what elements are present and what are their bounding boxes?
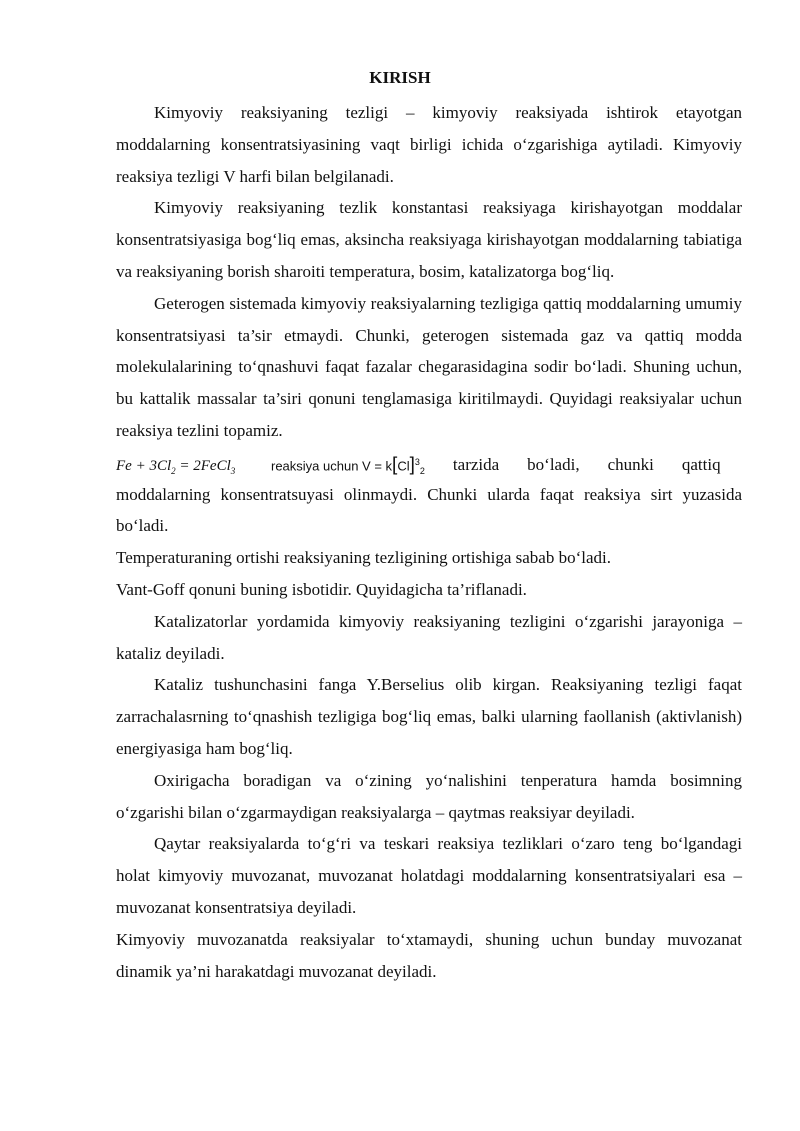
paragraph-reversible: Qaytar reaksiyalarda to‘g‘ri va teskari reaksiya tezliklari o‘zaro teng bo‘lgandagi holat kimyoviy muvozanat, muvozanat holatdagi moddalarning konsentratsiyalari esa – muvozanat konsentratsiya deyiladi. <box>116 834 742 917</box>
formula-line-tail: tarzida bo‘ladi, chunki qattiq <box>452 455 721 475</box>
reaction-equation: $Fe + 3Cl_2$ = 2FeCl$_3$ <box>116 458 236 477</box>
page-title: KIRISH <box>369 68 431 87</box>
document-body <box>116 97 742 987</box>
paragraph-temperature: Temperaturaning ortishi reaksiyaning tezligining ortishiga sabab bo‘ladi. <box>116 548 611 568</box>
paragraph-definition: Kimyoviy reaksiyaning tezligi – kimyoviy reaksiyada ishtirok etayotgan moddalarning konsentratsiyasining vaqt birligi ichida o‘zgarishiga aytiladi. Kimyoviy reaksiya tezligi V harfi bilan belgilanadi. <box>116 103 742 186</box>
paragraph-vant-goff: Vant-Goff qonuni buning isbotidir. Quyidagicha ta’riflanadi. <box>116 579 527 599</box>
paragraph-catalysis: Katalizatorlar yordamida kimyoviy reaksiyaning tezligini o‘zgarishi jarayoniga – kataliz deyiladi. <box>116 611 742 663</box>
rate-expression: reaksiya uchun $V = k[Cl]^3_2$ <box>271 454 425 476</box>
paragraph-irreversible: Oxirigacha boradigan va o‘zining yo‘nalishini tenperatura hamda bosimning o‘zgarishi bilan o‘zgarmaydigan reaksiyalarga – qaytmas reaksiyar deyiladi. <box>116 770 742 822</box>
paragraph-dynamic-equilibrium: Kimyoviy muvozanatda reaksiyalar to‘xtamaydi, shuning uchun bunday muvozanat dinamik ya’ni harakatdagi muvozanat deyiladi. <box>116 929 742 981</box>
reaction-formula-line <box>116 447 742 479</box>
paragraph-solid-concentration: moddalarning konsentratsuyasi olinmaydi. Chunki ularda faqat reaksiya sirt yuzasida bo‘ladi. <box>116 484 742 536</box>
paragraph-heterogeneous: Geterogen sistemada kimyoviy reaksiyalarning tezligiga qattiq moddalarning umumiy konsentratsiyasi ta’sir etmaydi. Chunki, geterogen sistemada gaz va qattiq modda molekulalarining to‘qnashuvi faqat fazalar chegarasidagina sodir bo‘ladi. Shuning uchun, bu kattalik massalar ta’siri qonuni tenglamasiga kiritilmaydi. Quyidagi reaksiyalar uchun reaksiya tezlini topamiz. <box>116 293 742 440</box>
paragraph-rate-constant: Kimyoviy reaksiyaning tezlik konstantasi reaksiyaga kirishayotgan moddalar konsentratsiyasiga bog‘liq emas, aksincha reaksiyaga kirishayotgan moddalarning tabiatiga va reaksiyaning borish sharoiti temperatura, bosim, katalizatorga bog‘liq. <box>116 198 742 281</box>
paragraph-berselius: Kataliz tushunchasini fanga Y.Berselius olib kirgan. Reaksiyaning tezligi faqat zarrachalasrning to‘qnashish tezligiga bog‘liq emas, balki ularning faollanish (aktivlanish) energiyasiga ham bog‘liq. <box>116 675 742 758</box>
